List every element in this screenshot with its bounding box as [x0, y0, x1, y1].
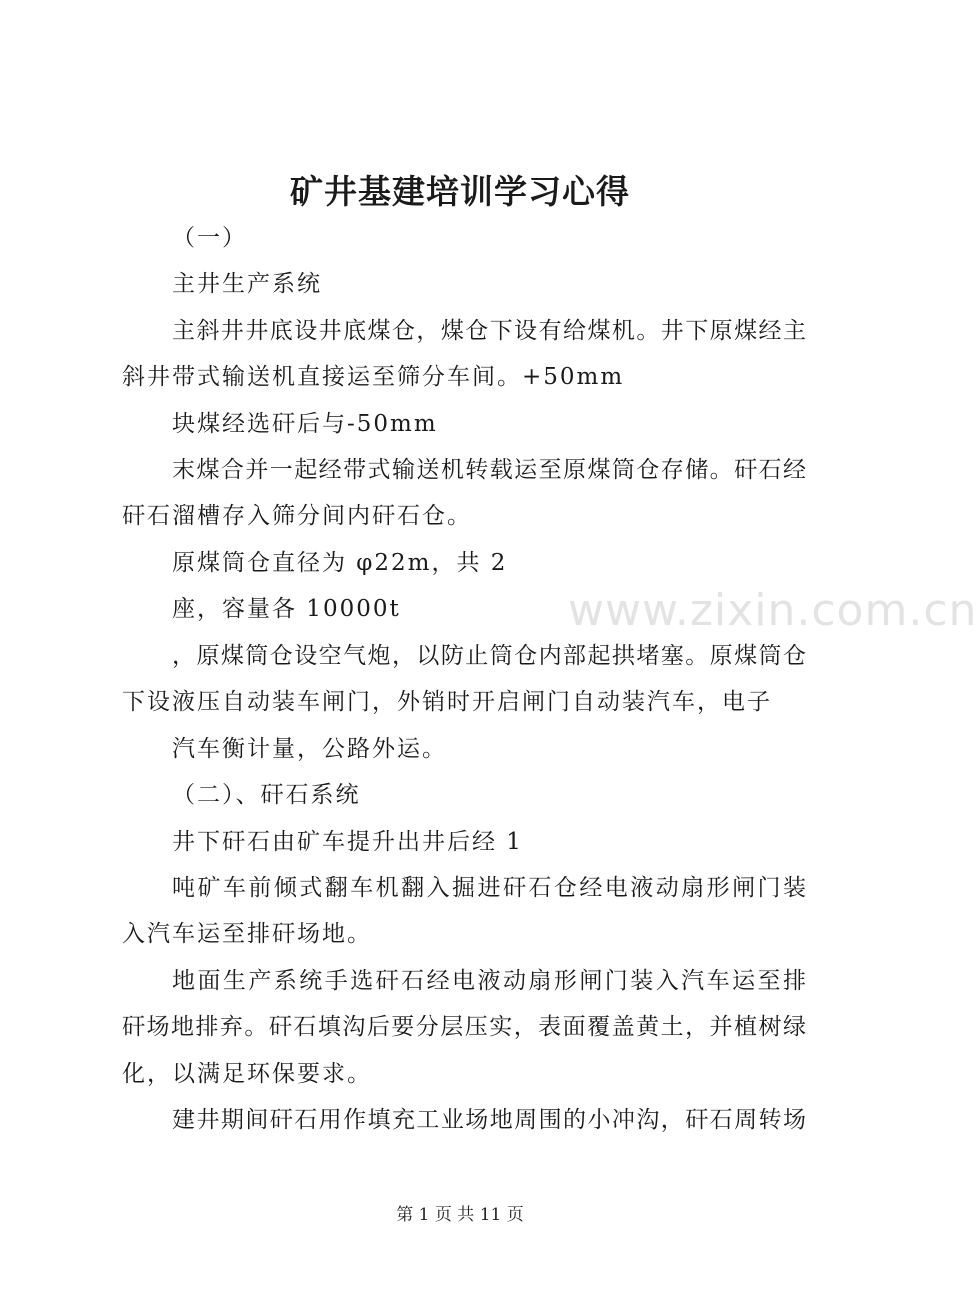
paragraph-line: 块煤经选矸后与-50mm [172, 411, 438, 437]
watermark: www.zixin.com.cn [568, 585, 977, 636]
paragraph-line: ，原煤筒仓设空气炮，以防止筒仓内部起拱堵塞。原煤筒仓 [172, 643, 806, 669]
paragraph-line: 下设液压自动装车闸门，外销时开启闸门自动装汽车，电子 [122, 689, 772, 715]
paragraph-line: 矸场地排弃。矸石填沟后要分层压实，表面覆盖黄土，并植树绿 [122, 1014, 806, 1040]
paragraph-line: 地面生产系统手选矸石经电液动扇形闸门装入汽车运至排 [172, 968, 806, 994]
paragraph-line: 矸石溜槽存入筛分间内矸石仓。 [122, 503, 472, 529]
section-heading: （二）、矸石系统 [172, 782, 361, 808]
paragraph-line: 汽车衡计量，公路外运。 [172, 736, 447, 762]
paragraph-line: 座，容量各 10000t [172, 596, 401, 622]
page-footer: 第 1 页 共 11 页 [396, 1205, 524, 1225]
paragraph-line: 建井期间矸石用作填充工业场地周围的小冲沟，矸石周转场 [172, 1107, 806, 1133]
paragraph-line: 井下矸石由矿车提升出井后经 1 [172, 829, 523, 855]
paragraph-line: 吨矿车前倾式翻车机翻入掘进矸石仓经电液动扇形闸门装 [172, 875, 806, 901]
paragraph-line: 主斜井井底设井底煤仓，煤仓下设有给煤机。井下原煤经主 [172, 318, 806, 344]
paragraph-line: 入汽车运至排矸场地。 [122, 921, 372, 947]
paragraph-line: 化，以满足环保要求。 [122, 1061, 372, 1087]
paragraph-line: （一） [172, 225, 247, 251]
paragraph-line: 斜井带式输送机直接运至筛分车间。+50mm [122, 364, 625, 390]
page-title: 矿井基建培训学习心得 [290, 172, 630, 211]
paragraph-line: 末煤合并一起经带式输送机转载运至原煤筒仓存储。矸石经 [172, 457, 806, 483]
paragraph-line: 原煤筒仓直径为 φ22m，共 2 [172, 550, 508, 576]
paragraph-line: 主井生产系统 [172, 271, 322, 297]
